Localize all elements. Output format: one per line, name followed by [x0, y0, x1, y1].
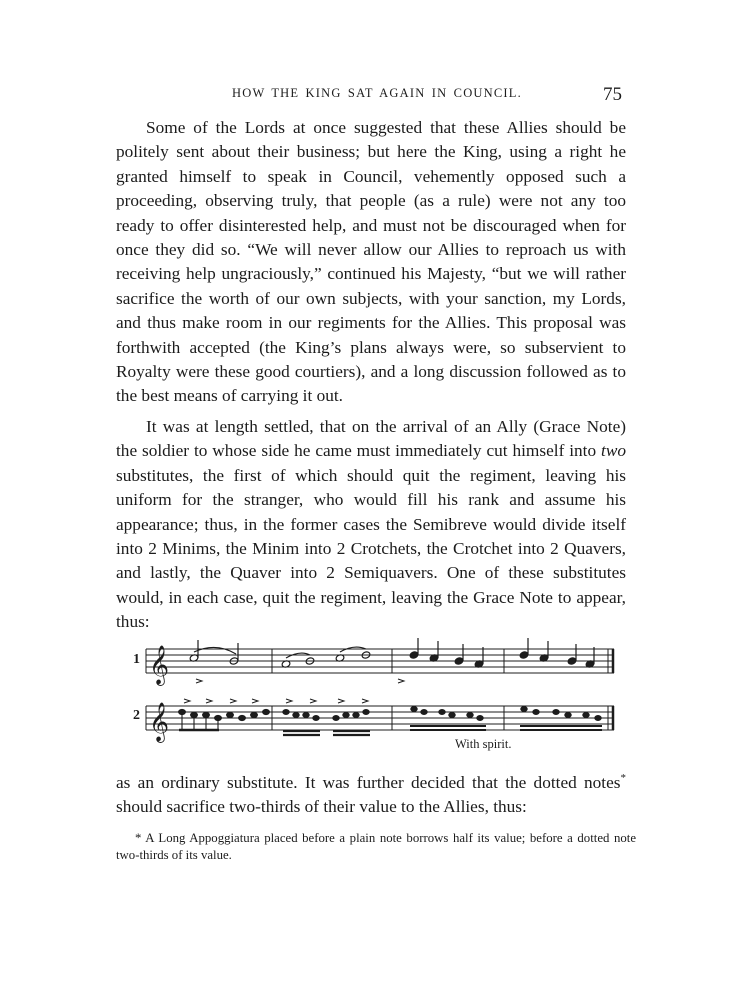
- staff-number-1: 1: [133, 652, 140, 667]
- continuation-text: [116, 766, 626, 820]
- page-header: [0, 84, 749, 108]
- staff-number-2: 2: [133, 708, 140, 723]
- footnote-text: A Long Appoggiatura placed before a plain note borrows half its value; before a dotted note two-thirds of its value.: [116, 831, 636, 862]
- page-number: 75: [603, 84, 622, 105]
- footnote-marker: *: [135, 831, 142, 845]
- footnote-reference: *: [620, 772, 626, 784]
- footnote: [116, 830, 636, 864]
- continuation-lead: as an ordinary substitute. It was further decided that the dotted notes: [116, 772, 621, 792]
- treble-clef-icon: 𝄞: [149, 702, 170, 742]
- music-example: [124, 636, 624, 754]
- paragraph-2-lead: It was at length settled, that on the arrival of an Ally (Grace Note) the soldier to whose side he came must immediately cut himself into: [116, 416, 626, 461]
- paragraph-1: Some of the Lords at once suggested that these Allies should be politely sent about their business; but here the King, using a right he granted himself to speak in Council, vehemently opposed such a proceeding, observing truly, that people (as a rule) were not any too ready to offer disinterested help, and must not be discouraged when for once they did so. “We will never allow our Allies to reproach us with receiving help ungraciously,” continued his Majesty, “but we will rather sacrifice the worth of our own subjects, with your sanction, my Lords, and thus make room in our regiments for the Allies. This proposal was forthwith accepted (the King’s plans always were, so subservient to Royalty were these good courtiers), and a long discussion followed as to the best means of carrying it out.: [116, 118, 626, 406]
- treble-clef-icon: 𝄞: [149, 645, 170, 685]
- continuation-rest: should sacrifice two-thirds of their value to the Allies, thus:: [116, 797, 527, 817]
- tempo-marking: With spirit.: [455, 737, 512, 751]
- continuation-paragraph: [116, 766, 626, 820]
- paragraph-2-rest: substitutes, the first of which should quit the regiment, leaving his uniform for the stranger, who would fill his rank and assume his appearance; thus, in the former cases the Semibreve would divide itself into 2 Minims, the Minim into 2 Crotchets, the Crotchet into 2 Quavers, and lastly, the Quaver into 2 Semiquavers. One of these substitutes would, in each case, quit the regiment, leaving the Grace Note to appear, thus:: [116, 465, 626, 632]
- footnote-paragraph: [116, 830, 636, 864]
- running-head: HOW THE KING SAT AGAIN IN COUNCIL.: [232, 86, 522, 100]
- body-text: [116, 116, 626, 635]
- music-notation: [124, 636, 624, 754]
- paragraph-2-emphasis: two: [601, 441, 626, 461]
- paragraph-2: [116, 415, 626, 635]
